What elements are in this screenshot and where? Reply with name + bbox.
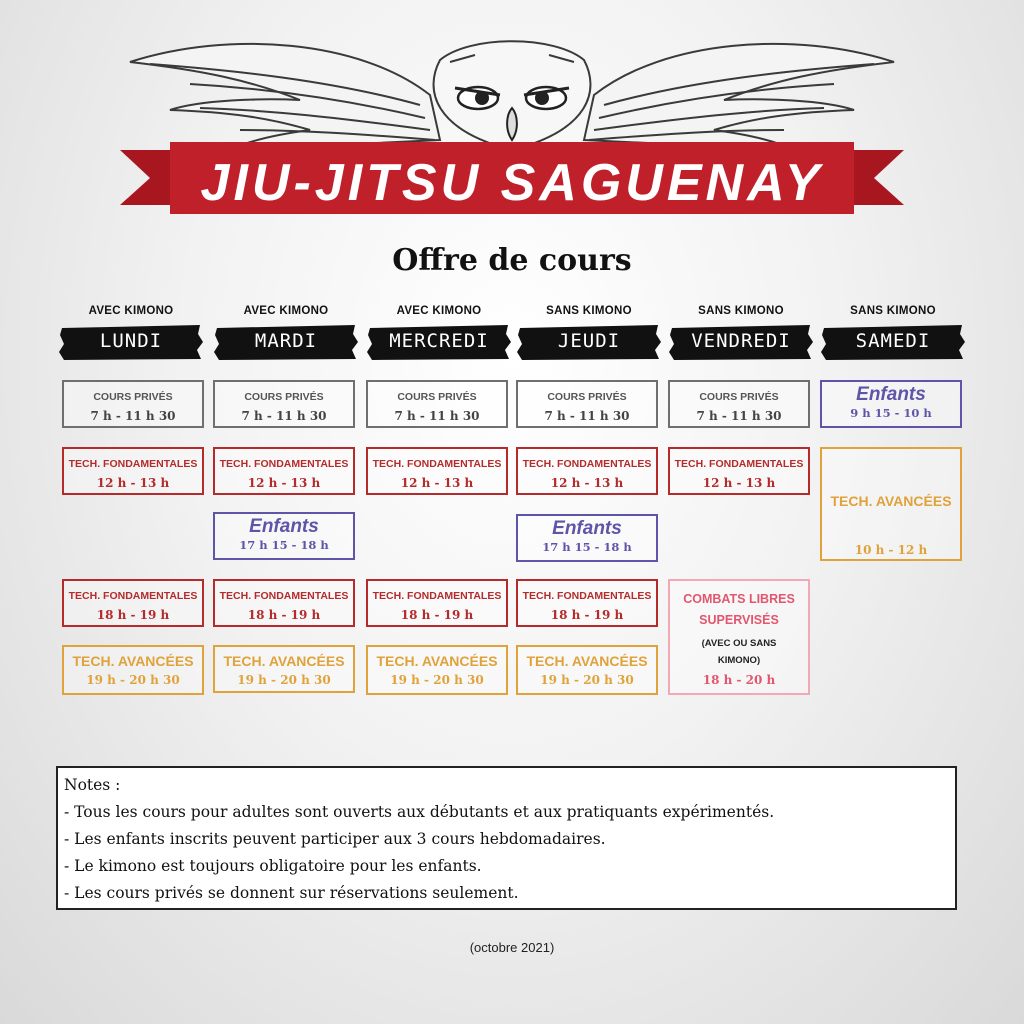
class-time: 18 h - 19 h (550, 608, 624, 622)
class-jeudi-avancees (516, 645, 658, 695)
class-vendredi-prives (668, 380, 810, 428)
kimono-label-mercredi: AVEC KIMONO (396, 305, 482, 317)
class-label: TECH. AVANCÉES (223, 653, 345, 669)
class-time: 19 h - 20 h 30 (237, 673, 331, 687)
note-item: - Les cours privés se donnent sur réservations seulement. (64, 884, 519, 902)
note-item: - Les enfants inscrits peuvent participer aux 3 cours hebdomadaires. (64, 830, 606, 848)
class-mardi-fond-soir (213, 579, 355, 627)
kimono-label-mardi: AVEC KIMONO (243, 305, 329, 317)
class-mardi-avancees (213, 645, 355, 693)
owl-logo (0, 0, 1024, 240)
class-mardi-prives (213, 380, 355, 428)
day-name: SAMEDI (855, 330, 931, 352)
class-time: 12 h - 13 h (550, 476, 624, 490)
class-label: Enfants (552, 518, 622, 539)
class-time: 18 h - 19 h (247, 608, 321, 622)
class-mercredi-fond-soir (366, 579, 508, 627)
footer-date: (octobre 2021) (469, 940, 555, 955)
kimono-label-samedi: SANS KIMONO (850, 305, 936, 317)
class-label: TECH. AVANCÉES (526, 653, 648, 669)
note-item: - Le kimono est toujours obligatoire pour les enfants. (64, 857, 482, 875)
class-samedi-enfants (820, 380, 962, 428)
class-mardi-enfants (213, 512, 355, 560)
class-vendredi-combats (668, 579, 810, 695)
class-time: 19 h - 20 h 30 (390, 673, 484, 687)
class-time: 12 h - 13 h (400, 476, 474, 490)
class-time: 12 h - 13 h (247, 476, 321, 490)
class-mercredi-fond-midi (366, 447, 508, 495)
class-label: COURS PRIVÉS (397, 391, 477, 403)
class-time: 7 h - 11 h 30 (241, 409, 327, 423)
page-title: Offre de cours (392, 243, 632, 278)
class-mercredi-avancees (366, 645, 508, 695)
class-label: TECH. FONDAMENTALES (68, 458, 198, 470)
day-name: LUNDI (99, 330, 163, 352)
class-label: Enfants (856, 384, 926, 405)
notes-box (56, 766, 957, 910)
class-label: TECH. FONDAMENTALES (372, 590, 502, 602)
class-label: COURS PRIVÉS (244, 391, 324, 403)
kimono-label-vendredi: SANS KIMONO (698, 305, 784, 317)
class-time: 19 h - 20 h 30 (540, 673, 634, 687)
class-label: TECH. FONDAMENTALES (372, 458, 502, 470)
class-mardi-fond-midi (213, 447, 355, 495)
class-time: 19 h - 20 h 30 (86, 673, 180, 687)
class-time: 18 h - 20 h (702, 673, 776, 687)
class-label: TECH. FONDAMENTALES (522, 590, 652, 602)
class-time: 12 h - 13 h (702, 476, 776, 490)
class-time: 7 h - 11 h 30 (394, 409, 480, 423)
class-mercredi-prives (366, 380, 508, 428)
class-time: 17 h 15 - 18 h (239, 538, 329, 552)
class-label: TECH. FONDAMENTALES (68, 590, 198, 602)
class-samedi-avancees (820, 447, 962, 561)
class-label: SUPERVISÉS (699, 613, 779, 627)
day-banner-vendredi (668, 322, 814, 362)
class-jeudi-enfants (516, 514, 658, 562)
class-time: 12 h - 13 h (96, 476, 170, 490)
class-time: 18 h - 19 h (96, 608, 170, 622)
class-jeudi-fond-soir (516, 579, 658, 627)
day-name: JEUDI (557, 330, 621, 352)
class-label: TECH. FONDAMENTALES (674, 458, 804, 470)
kimono-label-lundi: AVEC KIMONO (88, 305, 174, 317)
class-time: 7 h - 11 h 30 (696, 409, 782, 423)
day-banner-mardi (213, 322, 359, 362)
class-label: TECH. FONDAMENTALES (219, 458, 349, 470)
class-sublabel: (AVEC OU SANS (701, 638, 777, 649)
class-time: 18 h - 19 h (400, 608, 474, 622)
brand-name: JIU-JITSU SAGUENAY (200, 154, 824, 212)
class-jeudi-prives (516, 380, 658, 428)
notes-heading: Notes : (64, 776, 121, 794)
day-banner-samedi (820, 322, 966, 362)
note-item: - Tous les cours pour adultes sont ouverts aux débutants et aux pratiquants expérimentés. (64, 803, 775, 821)
class-time: 10 h - 12 h (854, 543, 928, 557)
class-label: COURS PRIVÉS (699, 391, 779, 403)
class-lundi-fond-soir (62, 579, 204, 627)
class-label: COURS PRIVÉS (93, 391, 173, 403)
class-vendredi-fond-midi (668, 447, 810, 495)
class-label: TECH. FONDAMENTALES (219, 590, 349, 602)
class-time: 17 h 15 - 18 h (542, 540, 632, 554)
class-label: TECH. FONDAMENTALES (522, 458, 652, 470)
day-name: VENDREDI (691, 330, 791, 352)
class-label: TECH. AVANCÉES (830, 493, 952, 509)
class-jeudi-fond-midi (516, 447, 658, 495)
class-sublabel: KIMONO) (717, 655, 761, 666)
class-time: 7 h - 11 h 30 (90, 409, 176, 423)
day-name: MERCREDI (389, 330, 489, 352)
class-label: Enfants (249, 516, 319, 537)
class-time: 9 h 15 - 10 h (850, 406, 932, 420)
kimono-label-jeudi: SANS KIMONO (546, 305, 632, 317)
class-time: 7 h - 11 h 30 (544, 409, 630, 423)
class-label: TECH. AVANCÉES (376, 653, 498, 669)
day-banner-mercredi (366, 322, 512, 362)
class-label: COMBATS LIBRES (683, 592, 795, 606)
class-lundi-avancees (62, 645, 204, 695)
class-lundi-prives (62, 380, 204, 428)
class-lundi-fond-midi (62, 447, 204, 495)
class-label: COURS PRIVÉS (547, 391, 627, 403)
day-name: MARDI (254, 330, 318, 352)
day-banner-lundi (58, 322, 204, 362)
class-label: TECH. AVANCÉES (72, 653, 194, 669)
day-banner-jeudi (516, 322, 662, 362)
